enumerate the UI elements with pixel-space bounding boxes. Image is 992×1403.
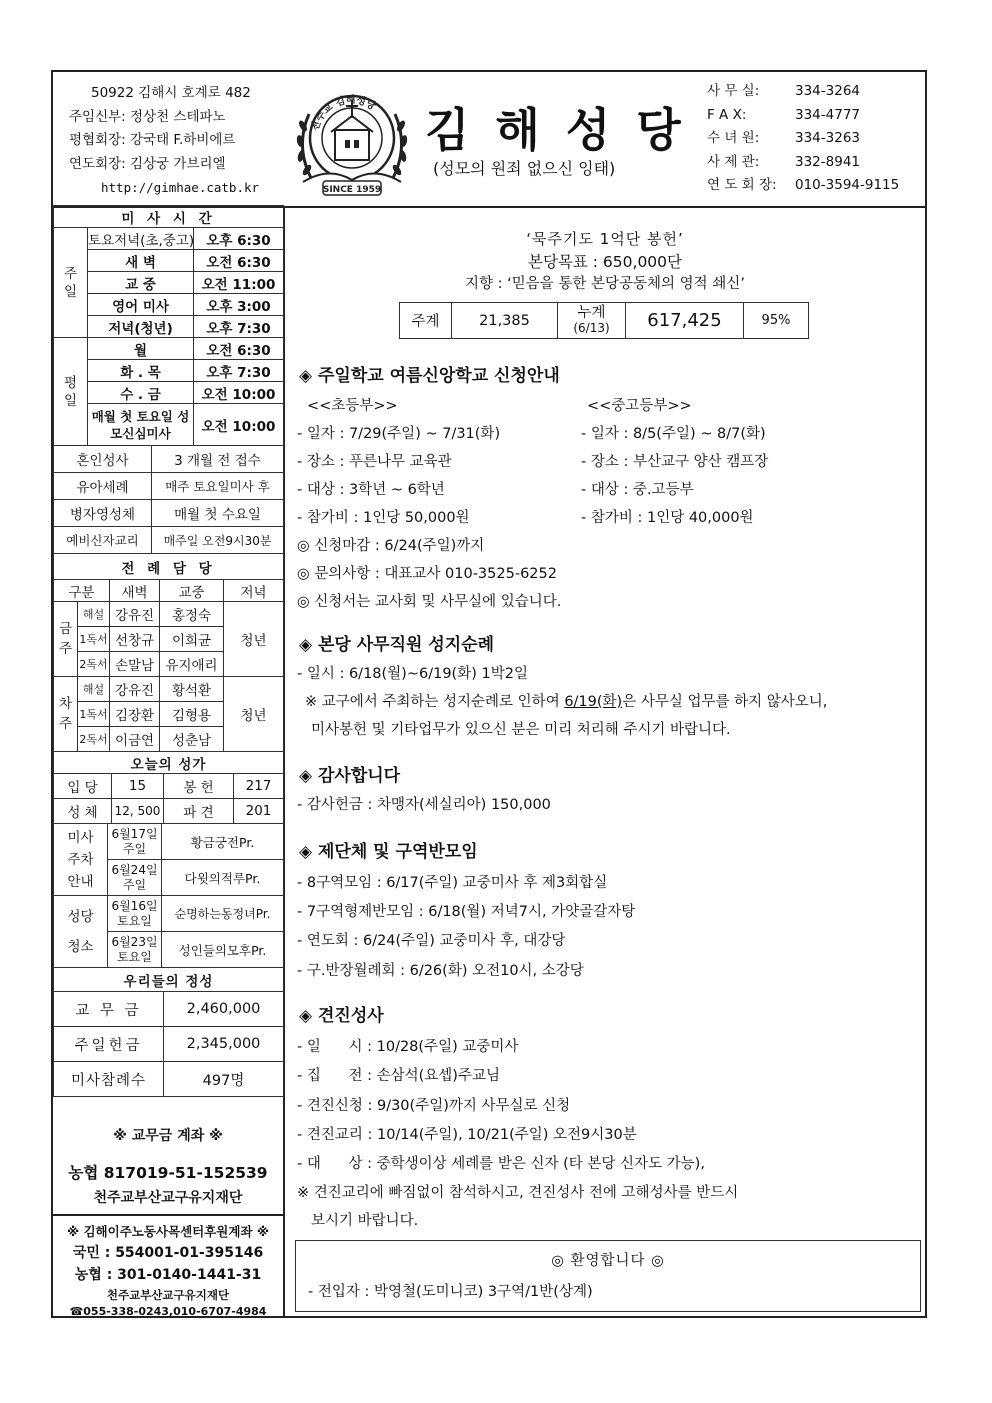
center-account-1: 국민 : 554001-01-395146: [72, 1245, 264, 1261]
hymns-table: [53, 751, 284, 824]
hymn-label: 파 견: [164, 799, 234, 824]
mass-name: 새 벽: [88, 250, 194, 272]
duty-date: 6월17일 주일: [108, 824, 162, 860]
liturgy-person: 강유진: [110, 677, 160, 702]
weekday-label: 평일: [54, 338, 88, 446]
confirmation-heading: ◈ 견진성사: [299, 1006, 384, 1026]
confirmation-note-2: 보시기 바랍니다.: [311, 1213, 419, 1229]
mass-schedule-title: 미 사 시 간: [54, 206, 284, 228]
mid-line: - 참가비 : 1인당 40,000원: [581, 510, 754, 526]
mass-name: 토요저녁(초,중고): [88, 228, 194, 250]
total-label-cell: [558, 303, 626, 339]
liturgy-title: 전 례 담 당: [54, 554, 284, 580]
duty-table: [53, 823, 284, 968]
liturgy-person: 김장환: [110, 702, 160, 727]
mass-time: 오후 7:30: [194, 316, 284, 338]
hymns-title: 오늘의 성가: [54, 752, 284, 774]
note-date: 6/19(화): [564, 694, 623, 710]
hymn-label: 봉 헌: [164, 774, 234, 799]
mass-time: 오전 11:00: [194, 272, 284, 294]
sacrament-name: 유아세례: [54, 473, 152, 500]
liturgy-evening: 청년: [224, 602, 284, 677]
mass-name: 교 중: [88, 272, 194, 294]
mass-time: 오후 6:30: [194, 228, 284, 250]
contact-row: 수 녀 원: 334-3263: [707, 130, 860, 146]
offering-value: 2,460,000: [164, 992, 284, 1027]
header: [53, 72, 925, 208]
account-number: 농협 817019-51-152539: [68, 1164, 268, 1182]
sacrament-name: 혼인성사: [54, 446, 152, 473]
note-text: ※ 교구에서 주최하는 성지순례로 인하여: [305, 694, 565, 710]
confirmation-line: - 견진교리 : 10/14(주일), 10/21(주일) 오전9시30분: [297, 1127, 637, 1143]
liturgy-role: 해설: [78, 602, 110, 627]
groups-line: - 연도회 : 6/24(주일) 교중미사 후, 대강당: [297, 933, 566, 949]
mass-name: 매월 첫 토요일 성모신심미사: [88, 404, 194, 446]
week-label: 주계: [400, 303, 452, 339]
header-contacts: [707, 80, 899, 198]
thanks-line: - 감사헌금 : 차맹자(세실리아) 150,000: [297, 797, 551, 813]
middle-heading: <<중고등부>>: [587, 398, 692, 414]
hymn-number: 217: [234, 774, 284, 799]
liturgy-person: 손말남: [110, 652, 160, 677]
liturgy-person: 선창규: [110, 627, 160, 652]
rosary-intent: 지향 : ‘믿음을 통한 본당공동체의 영적 쇄신’: [465, 276, 745, 292]
hymn-label: 입 당: [54, 774, 112, 799]
hymn-label: 성 체: [54, 799, 112, 824]
liturgy-role: 해설: [78, 677, 110, 702]
pastor: 주임신부: 정상천 스테파노: [69, 108, 226, 125]
center-phone: ☎055-338-0243,010-6707-4984: [69, 1305, 267, 1318]
sacrament-info: 매주 토요일미사 후: [152, 473, 284, 500]
left-column: [53, 206, 285, 1318]
mass-time: 오전 6:30: [194, 250, 284, 272]
parish-subtitle: (성모의 원죄 없으신 잉태): [433, 159, 616, 178]
sacrament-info: 3 개월 전 접수: [152, 446, 284, 473]
sacrament-name: 병자영성체: [54, 500, 152, 527]
total-date: (6/13): [573, 320, 610, 335]
confirmation-note: ※ 견진교리에 빠짐없이 참석하시고, 견진성사 전에 고해성사를 반드시: [297, 1185, 739, 1201]
groups-line: - 구.반장월례회 : 6/26(화) 오전10시, 소강당: [297, 963, 584, 979]
next-week-label: 차주: [54, 677, 78, 752]
hymn-number: 15: [112, 774, 164, 799]
elementary-heading: <<초등부>>: [307, 398, 398, 414]
thanks-heading: ◈ 감사합니다: [299, 766, 401, 786]
pilgrimage-note-2: 미사봉헌 및 기타업무가 있으신 분은 미리 처리해 주시기 바랍니다.: [311, 722, 731, 738]
legion-president: 연도회장: 김상궁 가브리엘: [69, 155, 226, 172]
mid-line: - 장소 : 부산교구 양산 캠프장: [581, 454, 769, 470]
total-value: 617,425: [626, 303, 744, 339]
mass-time: 오전 10:00: [194, 382, 284, 404]
welcome-box: [295, 1240, 921, 1312]
duty-group: 성인들의모후Pr.: [162, 932, 284, 968]
right-column: [285, 206, 925, 1318]
liturgy-role: 2독서: [78, 727, 110, 752]
pilgrimage-heading: ◈ 본당 사무직원 성지순례: [299, 635, 495, 655]
address: 50922 김해시 호계로 482: [91, 85, 251, 101]
parish-logo-icon: [289, 86, 415, 202]
confirmation-line: - 집 전 : 손삼석(요셉)주교님: [297, 1068, 500, 1084]
contact-row: 연 도 회 장: 010-3594-9115: [707, 177, 900, 193]
mid-line: - 일자 : 8/5(주일) ~ 8/7(화): [581, 426, 766, 442]
liturgy-role: 1독서: [78, 702, 110, 727]
summer-school-heading: ◈ 주일학교 여름신앙학교 신청안내: [299, 366, 560, 386]
liturgy-role: 2독서: [78, 652, 110, 677]
duty-group: 황금궁전Pr.: [162, 824, 284, 860]
sacrament-info: 매월 첫 수요일: [152, 500, 284, 527]
confirmation-line: - 일 시 : 10/28(주일) 교중미사: [297, 1039, 519, 1055]
center-owner: 천주교부산교구유지재단: [106, 1288, 230, 1302]
elem-line: - 대상 : 3학년 ~ 6학년: [297, 482, 445, 498]
mass-name: 영어 미사: [88, 294, 194, 316]
confirmation-line: - 견진신청 : 9/30(주일)까지 사무실로 신청: [297, 1098, 571, 1114]
center-account-box: [53, 1216, 283, 1316]
mass-time: 오전 6:30: [194, 338, 284, 360]
sacrament-name: 예비신자교리: [54, 527, 152, 554]
liturgy-person: 강유진: [110, 602, 160, 627]
confirmation-line: - 대 상 : 중학생이상 세례를 받은 신자 (타 본당 신자도 가능),: [297, 1156, 705, 1172]
pilgrimage-note: [305, 690, 827, 711]
liturgy-person: 홍정숙: [160, 602, 224, 627]
center-account-2: 농협 : 301-0140-1441-31: [74, 1267, 262, 1283]
liturgy-person: 이금연: [110, 727, 160, 752]
rosary-title: ‘묵주기도 1억단 봉헌’: [526, 230, 684, 248]
mass-schedule-table: [53, 205, 284, 446]
duty-date: 6월24일 주일: [108, 860, 162, 896]
groups-line: - 7구역형제반모임 : 6/18(월) 저녁7시, 가얏골갈자탕: [297, 904, 636, 920]
duty-group: 순명하는동정녀Pr.: [162, 896, 284, 932]
rosary-percent: 95%: [744, 303, 809, 339]
mass-name: 수 . 금: [88, 382, 194, 404]
liturgy-person: 이희균: [160, 627, 224, 652]
liturgy-person: 황석환: [160, 677, 224, 702]
liturgy-col-header: 교중: [160, 580, 224, 602]
duty-group: 다윗의적루Pr.: [162, 860, 284, 896]
offering-value: 2,345,000: [164, 1027, 284, 1062]
week-value: 21,385: [452, 303, 558, 339]
website-link[interactable]: http://gimhae.catb.kr: [101, 180, 260, 195]
offering-value: 497명: [164, 1062, 284, 1097]
liturgy-table: [53, 553, 284, 752]
liturgy-person: 유지애리: [160, 652, 224, 677]
offering-label: 미사참례수: [54, 1062, 164, 1097]
mass-time: 오후 7:30: [194, 360, 284, 382]
liturgy-role: 1독서: [78, 627, 110, 652]
sacrament-info: 매주일 오전9시30분: [152, 527, 284, 554]
hymn-number: 12, 500: [112, 799, 164, 824]
welcome-line: - 전입자 : 박영철(도미니코) 3구역/1반(상계): [308, 1284, 593, 1300]
contact-row: 사 제 관: 332-8941: [707, 153, 860, 170]
liturgy-col-header: 구분: [54, 580, 110, 602]
elem-line: - 참가비 : 1인당 50,000원: [297, 510, 470, 526]
mass-time: 오전 10:00: [194, 404, 284, 446]
hymn-number: 201: [234, 799, 284, 824]
rosary-count-table: [399, 302, 809, 339]
account-title: ※ 교무금 계좌 ※: [113, 1128, 223, 1144]
liturgy-person: 김형용: [160, 702, 224, 727]
offering-label: 주일헌금: [54, 1027, 164, 1062]
summer-note: ◎ 신청서는 교사회 및 사무실에 있습니다.: [297, 594, 562, 610]
mass-time: 오후 3:00: [194, 294, 284, 316]
logo-arc-text: 천주교 김해성당: [309, 94, 378, 133]
mass-name: 저녁(청년): [88, 316, 194, 338]
duty-date: 6월23일 토요일: [108, 932, 162, 968]
mass-name: 화 . 목: [88, 360, 194, 382]
liturgy-col-header: 저녁: [224, 580, 284, 602]
elem-line: - 일자 : 7/29(주일) ~ 7/31(화): [297, 426, 501, 442]
pilgrimage-date: - 일시 : 6/18(월)~6/19(화) 1박2일: [297, 666, 528, 682]
total-label: 누계: [577, 304, 606, 321]
mass-name: 월: [88, 338, 194, 360]
summer-note: ◎ 문의사항 : 대표교사 010-3525-6252: [297, 566, 557, 582]
sunday-label: 주일: [54, 228, 88, 338]
groups-line: - 8구역모임 : 6/17(주일) 교중미사 후 제3회합실: [297, 875, 608, 891]
contact-row: 사 무 실: 334-3264: [707, 83, 860, 99]
this-week-label: 금주: [54, 602, 78, 677]
council-president: 평협회장: 강국태 F.하비에르: [69, 132, 236, 148]
mid-line: - 대상 : 중.고등부: [581, 482, 694, 498]
parking-label: 미사 주차 안내: [54, 824, 108, 896]
note-text: 은 사무실 업무를 하지 않사오니,: [622, 694, 828, 710]
offering-table: [53, 967, 284, 1097]
cleaning-label: 성당 청소: [54, 896, 108, 968]
summer-note: ◎ 신청마감 : 6/24(주일)까지: [297, 538, 485, 554]
account-owner: 천주교부산교구유지재단: [93, 1190, 243, 1206]
elem-line: - 장소 : 푸른나무 교육관: [297, 454, 452, 470]
header-left-info: [69, 82, 259, 200]
rosary-goal: 본당목표 : 650,000단: [527, 253, 683, 271]
contact-row: F A X: 334-4777: [707, 106, 860, 123]
sacraments-table: [53, 445, 284, 554]
welcome-title: ◎ 환영합니다 ◎: [551, 1253, 665, 1269]
offering-title: 우리들의 정성: [54, 968, 284, 992]
liturgy-evening: 청년: [224, 677, 284, 752]
center-title: ※ 김해이주노동사목센터후원계좌 ※: [66, 1224, 270, 1239]
offering-label: 교 무 금: [54, 992, 164, 1027]
groups-heading: ◈ 제단체 및 구역반모임: [299, 842, 478, 862]
logo-since: SINCE 1959: [322, 185, 382, 195]
liturgy-col-header: 새벽: [110, 580, 160, 602]
bulletin-frame: [51, 70, 927, 1318]
liturgy-person: 성춘남: [160, 727, 224, 752]
account-box: [53, 1111, 283, 1216]
duty-date: 6월16일 토요일: [108, 896, 162, 932]
parish-title: 김해성당: [425, 103, 707, 157]
